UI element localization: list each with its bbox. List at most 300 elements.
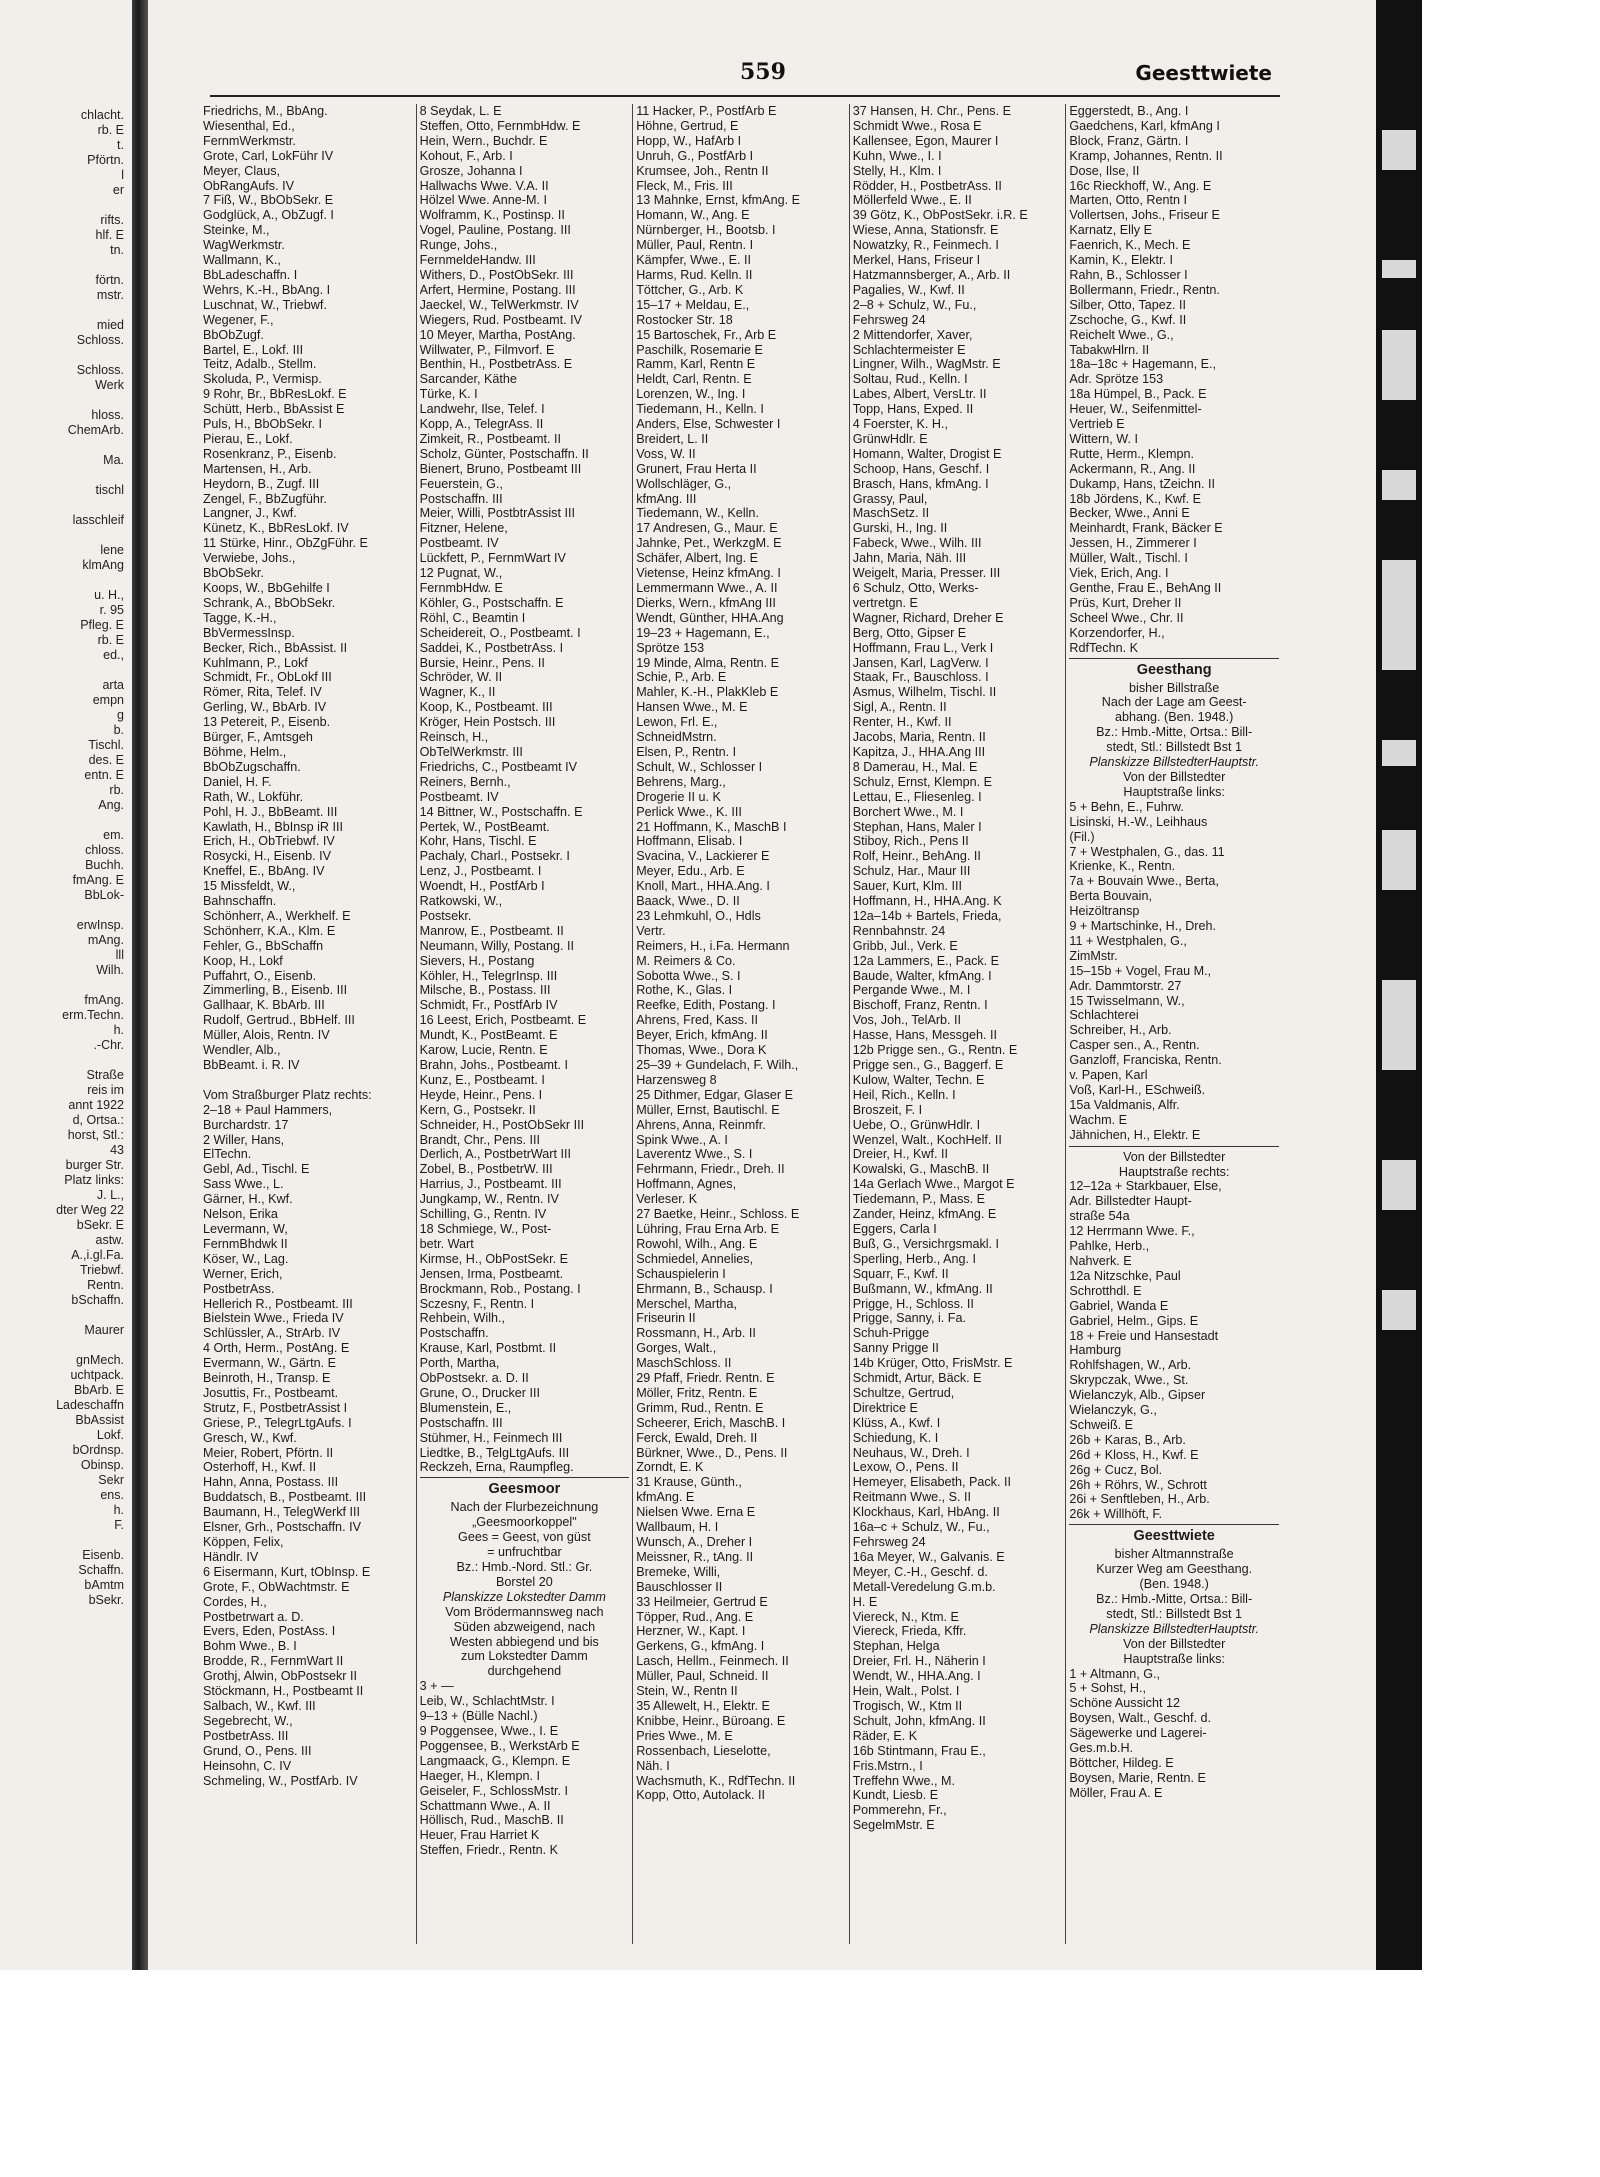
resident-entry: Poggensee, B., WerkstArb E — [419, 1738, 580, 1753]
resident-entry: Wielanczyk, Alb., Gipser — [1069, 1388, 1206, 1403]
resident-entry: Händlr. IV — [203, 1549, 259, 1564]
resident-entry: Genthe, Frau E., BehAng II — [1069, 581, 1222, 595]
resident-entry: Voss, W. II — [636, 446, 696, 461]
resident-entry: 27 Baetke, Heinr., Schloss. E — [636, 1207, 800, 1222]
resident-entry: Elsen, P., Rentn. I — [636, 744, 737, 759]
resident-entry: 19 Minde, Alma, Rentn. E — [636, 655, 779, 670]
resident-entry: Wiese, Anna, Stationsfr. E — [852, 223, 999, 238]
resident-entry: 16a–c + Schulz, W., Fu., — [852, 1520, 990, 1535]
resident-entry: Soltau, Rud., Kelln. I — [852, 372, 968, 387]
fragment-line: ChemArb. — [67, 423, 124, 437]
fragment-line: bSekr. — [88, 1593, 124, 1607]
resident-entry: Schmidt, Artur, Bäck. E — [852, 1371, 982, 1386]
resident-entry: Skoluda, P., Vermisp. — [203, 372, 322, 387]
resident-entry: Schäfer, Albert, Ing. E — [636, 551, 758, 566]
resident-entry: Wachm. E — [1069, 1112, 1127, 1127]
resident-entry: 15–17 + Meldau, E., — [636, 297, 750, 312]
resident-entry: Wagner, K., II — [419, 685, 496, 700]
resident-entry: Hasse, Hans, Messgeh. II — [852, 1028, 997, 1043]
resident-entry: Heyde, Heinr., Pens. I — [419, 1087, 543, 1102]
fragment-line: lll — [115, 948, 124, 962]
resident-entry: Röhl, C., Beamtin I — [419, 610, 526, 625]
resident-entry: 13 Mahnke, Ernst, kfmAng. E — [636, 193, 800, 208]
resident-entry: Nürnberger, H., Bootsb. I — [636, 223, 776, 238]
resident-entry: Vietense, Heinz kfmAng. I — [636, 566, 781, 581]
resident-entry: Fehrmann, Friedr., Dreh. II — [636, 1162, 785, 1177]
fragment-line: Obinsp. — [80, 1458, 124, 1472]
resident-entry: Meyer, Claus, — [203, 163, 280, 178]
resident-entry: 23 Lehmkuhl, O., Hdls — [636, 908, 761, 923]
fragment-line: ed., — [103, 648, 124, 662]
resident-entry: Vertrieb E — [1069, 417, 1125, 432]
resident-entry: Müller, Walt., Tischl. I — [1069, 551, 1188, 566]
resident-entry: Eggers, Carla I — [852, 1221, 937, 1236]
fragment-line: annt 1922 — [68, 1098, 124, 1112]
fragment-line: Werk — [95, 378, 124, 392]
fragment-line: b. — [113, 723, 124, 737]
resident-entry: ZimMstr. — [1069, 948, 1118, 963]
resident-entry: 7a + Bouvain Wwe., Berta, — [1069, 874, 1219, 889]
resident-entry: 26d + Kloss, H., Kwf. E — [1069, 1447, 1199, 1462]
resident-entry: Nowatzky, R., Feinmech. I — [852, 238, 999, 253]
resident-entry: kfmAng. E — [636, 1490, 695, 1505]
resident-entry: 15a Valdmanis, Alfr. — [1069, 1097, 1180, 1112]
resident-entry: Stelly, H., Klm. I — [852, 163, 942, 178]
resident-entry: M. Reimers & Co. — [636, 953, 736, 968]
resident-entry: Köppen, Felix, — [203, 1535, 284, 1549]
fragment-line: reis im — [87, 1083, 124, 1097]
resident-entry: Kohout, F., Arb. I — [419, 148, 513, 163]
resident-entry: Kern, G., Postsekr. II — [419, 1102, 536, 1117]
resident-entry: Rohlfshagen, W., Arb. — [1069, 1358, 1192, 1373]
resident-entry: Svacina, V., Lackierer E — [636, 849, 770, 864]
resident-entry: Grund, O., Pens. III — [203, 1743, 312, 1758]
fragment-line: Schloss. — [76, 363, 124, 377]
fragment-line: rb. — [109, 783, 124, 797]
resident-entry: 15–15b + Vogel, Frau M., — [1069, 963, 1212, 978]
resident-entry: Lühring, Frau Erna Arb. E — [636, 1221, 779, 1236]
fragment-line: bOrdnsp. — [72, 1443, 124, 1457]
resident-entry: Martensen, H., Arb. — [203, 461, 312, 476]
resident-entry: 9 Rohr, Br., BbResLokf. E — [203, 387, 347, 402]
resident-entry: Schneider, H., PostObSekr III — [419, 1117, 585, 1132]
fragment-line: tn. — [110, 243, 124, 257]
resident-entry: H. E — [852, 1594, 878, 1609]
resident-entry: Tiedemann, W., Kelln. — [636, 506, 759, 521]
resident-entry: Arfert, Hermine, Postang. III — [419, 282, 576, 297]
resident-entry: Gerling, W., BbArb. IV — [203, 700, 327, 715]
resident-entry: Liedtke, B., TelgLtgAufs. III — [419, 1445, 570, 1460]
resident-entry: Adr. Dammtorstr. 27 — [1069, 978, 1182, 993]
resident-entry: Bursie, Heinr., Pens. II — [419, 655, 545, 670]
fragment-line: mAng. — [87, 933, 124, 947]
resident-entry: Beinroth, H., Transp. E — [203, 1371, 331, 1386]
resident-entry: Block, Franz, Gärtn. I — [1069, 133, 1189, 148]
resident-entry: Sass Wwe., L. — [203, 1177, 284, 1192]
resident-entry: Ahrens, Fred, Kass. II — [636, 1013, 758, 1028]
resident-entry: Rosycki, H., Eisenb. IV — [203, 849, 332, 864]
street-note: Hauptstraße links: — [1123, 1651, 1225, 1666]
resident-entry: 17 Andresen, G., Maur. E — [636, 521, 778, 536]
resident-entry: Schrank, A., BbObSekr. — [203, 595, 336, 610]
fragment-line: fmAng. E — [72, 873, 124, 887]
resident-entry: Stiboy, Rich., Pens II — [852, 834, 969, 849]
resident-entry: Grassy, Paul, — [852, 491, 928, 506]
resident-entry: Puls, H., BbObSekr. I — [203, 417, 322, 432]
resident-entry: 2 Mittendorfer, Xaver, — [852, 327, 973, 342]
resident-entry: Laverentz Wwe., S. I — [636, 1147, 753, 1162]
resident-entry: BbVermessInsp. — [203, 625, 295, 640]
street-note: Von der Billstedter — [1123, 769, 1226, 784]
resident-entry: Steffen, Otto, FernmbHdw. E — [419, 118, 581, 133]
resident-entry: Ackermann, R., Ang. II — [1069, 461, 1196, 476]
resident-entry: Vertr. — [636, 923, 666, 938]
resident-entry: Haeger, H., Klempn. I — [419, 1768, 540, 1783]
resident-entry: Schönherr, K.A., Klm. E — [203, 923, 336, 938]
resident-entry: Kuhlmann, P., Lokf — [203, 655, 308, 670]
resident-entry: 21 Hoffmann, K., MaschB I — [636, 819, 787, 834]
fragment-line: l — [121, 168, 124, 182]
resident-entry: 11 + Westphalen, G., — [1069, 933, 1187, 948]
resident-entry: Schmidt Wwe., Rosa E — [852, 118, 982, 133]
resident-entry: Rödder, H., PostbetrAss. II — [852, 178, 1002, 193]
resident-entry: Pierau, E., Lokf. — [203, 431, 293, 446]
section-rule — [1069, 1146, 1279, 1147]
resident-entry: Josuttis, Fr., Postbeamt. — [203, 1385, 339, 1400]
resident-entry: Buddatsch, B., Postbeamt. III — [203, 1490, 367, 1505]
resident-entry: Bischoff, Franz, Rentn. I — [852, 998, 988, 1013]
resident-entry: ObRangAufs. IV — [203, 178, 295, 193]
resident-entry: Grote, Carl, LokFühr IV — [203, 148, 334, 163]
resident-entry: 12a–14b + Bartels, Frieda, — [852, 908, 1002, 923]
resident-entry: Friedrichs, M., BbAng. — [203, 104, 328, 118]
resident-entry: Jähnichen, H., Elektr. E — [1069, 1127, 1201, 1142]
street-note: Süden abzweigend, nach — [453, 1619, 596, 1634]
resident-entry: Brodde, R., FernmWart II — [203, 1654, 344, 1669]
resident-entry: Grune, O., Drucker III — [419, 1385, 540, 1400]
resident-entry: Rennbahnstr. 24 — [852, 923, 946, 938]
resident-entry: Derlich, A., PostbetrWart III — [419, 1147, 571, 1162]
fragment-line — [0, 498, 128, 513]
fragment-line — [0, 978, 128, 993]
street-note: durchgehend — [487, 1664, 562, 1679]
resident-entry: Bahnschaffn. — [203, 894, 277, 909]
resident-entry: 8 Seydak, L. E — [419, 104, 502, 118]
resident-entry: 12 Herrmann Wwe. F., — [1069, 1224, 1195, 1239]
resident-entry: 31 Krause, Günth., — [636, 1475, 742, 1490]
resident-entry: Stein, W., Rentn II — [636, 1684, 738, 1699]
fragment-line — [0, 1053, 128, 1068]
resident-entry: 7 + Westphalen, G., das. 11 — [1069, 844, 1225, 859]
fragment-line — [0, 903, 128, 918]
resident-entry: Krienke, K., Rentn. — [1069, 859, 1176, 874]
resident-entry: Vos, Joh., TelArb. II — [852, 1013, 962, 1028]
resident-entry: Künetz, K., BbResLokf. IV — [203, 521, 349, 536]
resident-entry: Pertek, W., PostBeamt. — [419, 819, 550, 834]
resident-entry: Milsche, B., Postass. III — [419, 983, 551, 998]
resident-entry: 11 Hacker, P., PostfArb E — [636, 104, 777, 118]
resident-entry: Hansen Wwe., M. E — [636, 700, 748, 715]
resident-entry: 18a–18c + Hagemann, E., — [1069, 357, 1217, 372]
fragment-line: Straße — [86, 1068, 124, 1082]
street-note: bisher Billstraße — [1129, 680, 1220, 695]
fragment-line — [0, 663, 128, 678]
resident-entry: Staak, Fr., Bauschloss. I — [852, 670, 989, 685]
street-note: abhang. (Ben. 1948.) — [1115, 710, 1234, 725]
fragment-line: g — [117, 708, 124, 722]
resident-entry: Levermann, W, — [203, 1221, 288, 1236]
resident-entry: Rutte, Herm., Klempn. — [1069, 446, 1194, 461]
resident-entry: Leib, W., SchlachtMstr. I — [419, 1694, 555, 1709]
resident-entry: Evers, Eden, PostAss. I — [203, 1624, 336, 1639]
resident-entry: Schilling, G., Rentn. IV — [419, 1207, 547, 1222]
resident-entry: Brasch, Hans, kfmAng. I — [852, 476, 989, 491]
fragment-line: Platz links: — [64, 1173, 124, 1187]
resident-entry: Becker, Rich., BbAssist. II — [203, 640, 348, 655]
resident-entry: Kamin, K., Elektr. I — [1069, 253, 1173, 268]
resident-entry: MaschSetz. II — [852, 506, 930, 521]
resident-entry: 25 Dithmer, Edgar, Glaser E — [636, 1087, 793, 1102]
resident-entry: 26i + Senftleben, H., Arb. — [1069, 1492, 1210, 1507]
resident-entry: Lemmermann Wwe., A. II — [636, 581, 778, 595]
resident-entry: 1 + Altmann, G., — [1069, 1666, 1161, 1681]
resident-entry: Jansen, Karl, LagVerw. I — [852, 655, 989, 670]
col-3 — [633, 104, 850, 1944]
resident-entry: Meissner, R., tAng. II — [636, 1549, 754, 1564]
resident-entry: Wachsmuth, K., RdfTechn. II — [636, 1773, 796, 1788]
resident-entry: Römer, Rita, Telef. IV — [203, 685, 322, 700]
resident-entry: Unruh, G., PostfArb I — [636, 148, 754, 163]
resident-entry: Wollschläger, G., — [636, 476, 732, 491]
resident-entry: Thomas, Wwe., Dora K — [636, 1043, 767, 1058]
resident-entry: Becker, Wwe., Anni E — [1069, 506, 1190, 521]
fragment-line: mstr. — [96, 288, 124, 302]
resident-entry: Köser, W., Lag. — [203, 1251, 289, 1266]
resident-entry: Osterhoff, H., Kwf. II — [203, 1460, 317, 1475]
resident-entry: 10 Meyer, Martha, PostAng. — [419, 327, 576, 342]
resident-entry: Reitmann Wwe., S. II — [852, 1490, 972, 1505]
resident-entry: Schöne Aussicht 12 — [1069, 1696, 1180, 1711]
resident-entry: Tagge, K.-H., — [203, 610, 277, 625]
resident-entry: Hoffmann, Frau L., Verk I — [852, 640, 994, 655]
resident-entry: Viereck, N., Ktm. E — [852, 1609, 959, 1624]
resident-entry: Lettau, E., Fliesenleg. I — [852, 789, 982, 804]
fragment-line: BbLok- — [84, 888, 124, 902]
fragment-line: u. H., — [94, 588, 124, 602]
resident-entry: Zengel, F., BbZugführ. — [203, 491, 327, 506]
resident-entry: Rudolf, Gertrud., BbHelf. III — [203, 1013, 355, 1028]
resident-entry: Dreier, Frl. H., Näherin I — [852, 1654, 986, 1669]
resident-entry: Dose, Ilse, II — [1069, 163, 1140, 178]
resident-entry: 5 + Sohst, H., — [1069, 1681, 1147, 1696]
resident-entry: Friseurin II — [636, 1311, 696, 1326]
resident-entry: Langner, J., Kwf. — [203, 506, 297, 521]
fragment-line — [0, 258, 128, 273]
resident-entry: Reinsch, H., — [419, 730, 489, 745]
street-note: (Ben. 1948.) — [1139, 1577, 1209, 1592]
page-header — [210, 55, 1280, 97]
resident-entry: Burchardstr. 17 — [203, 1117, 289, 1132]
resident-entry: Weigelt, Maria, Presser. III — [852, 566, 1001, 581]
resident-entry: Schultze, Gertrud, — [852, 1385, 955, 1400]
resident-entry: Merschel, Martha, — [636, 1296, 737, 1311]
resident-entry: Vom Straßburger Platz rechts: — [203, 1087, 372, 1102]
resident-entry: Rostocker Str. 18 — [636, 312, 733, 327]
resident-entry: Porth, Martha, — [419, 1356, 500, 1371]
resident-entry: Fris.Mstrn., I — [852, 1758, 923, 1773]
resident-entry: Schönherr, A., Werkhelf. E — [203, 908, 351, 923]
fragment-line: dter Weg 22 — [56, 1203, 124, 1217]
resident-entry: Ahrens, Anna, Reinmfr. — [636, 1117, 766, 1132]
resident-entry: Scheidereit, O., Postbeamt. I — [419, 625, 581, 640]
resident-entry: WagWerkmstr. — [203, 238, 285, 253]
resident-entry: 12a Nitzschke, Paul — [1069, 1268, 1181, 1283]
resident-entry: Neumann, Willy, Postang. II — [419, 938, 575, 953]
resident-entry: Sczesny, F., Rentn. I — [419, 1296, 535, 1311]
fragment-line: bSekr. E — [76, 1218, 124, 1232]
resident-entry: RdfTechn. K — [1069, 640, 1138, 655]
resident-entry: Sägewerke und Lagerei- — [1069, 1726, 1207, 1741]
resident-entry: Schie, P., Arb. E — [636, 670, 727, 685]
resident-entry: Wagner, Richard, Dreher E — [852, 610, 1004, 625]
resident-entry: Wehrs, K.-H., BbAng. I — [203, 282, 331, 297]
resident-entry: Stephan, Hans, Maler I — [852, 819, 982, 834]
resident-entry: Postschaffn. III — [419, 1415, 503, 1430]
fragment-line: rifts. — [100, 213, 124, 227]
fragment-line: astw. — [95, 1233, 124, 1247]
resident-entry: Meyer, Edu., Arb. E — [636, 864, 745, 879]
resident-entry: Willwater, P., Filmvorf. E — [419, 342, 555, 357]
resident-entry: Klüss, A., Kwf. I — [852, 1415, 941, 1430]
resident-entry: straße 54a — [1069, 1209, 1130, 1224]
resident-entry: Grothj, Alwin, ObPostsekr II — [203, 1669, 357, 1684]
resident-entry: kfmAng. III — [636, 491, 697, 506]
resident-entry: Brahn, Johs., Postbeamt. I — [419, 1058, 568, 1072]
resident-entry: 18b Jördens, K., Kwf. E — [1069, 491, 1201, 506]
resident-entry: BbObZugf. — [203, 327, 264, 342]
fragment-line: des. E — [88, 753, 124, 767]
resident-entry: Lasch, Hellm., Feinmech. II — [636, 1654, 789, 1669]
fragment-line: Ma. — [103, 453, 124, 467]
resident-entry: Spink Wwe., A. I — [636, 1132, 728, 1147]
street-note: Nach der Flurbezeichnung — [450, 1500, 599, 1515]
previous-page-fragment — [0, 108, 128, 1958]
resident-entry: 35 Allewelt, H., Elektr. E — [636, 1698, 770, 1713]
resident-entry: Rowohl, Wilh., Ang. E — [636, 1236, 758, 1251]
resident-entry: 39 Götz, K., ObPostSekr. i.R. E — [852, 208, 1028, 223]
resident-entry: Gabriel, Helm., Gips. E — [1069, 1313, 1199, 1328]
resident-entry: Lenz, J., Postbeamt. I — [419, 864, 542, 879]
resident-entry: Rossmann, H., Arb. II — [636, 1326, 756, 1341]
col-1 — [200, 104, 417, 1944]
resident-entry: Manrow, E., Postbeamt. II — [419, 923, 564, 938]
resident-entry: Wendler, Alb., — [203, 1043, 281, 1058]
resident-entry: Heil, Rich., Kelln. I — [852, 1087, 956, 1102]
fragment-line — [0, 573, 128, 588]
resident-entry: Fehler, G., BbSchaffn — [203, 938, 324, 953]
resident-entry: Anders, Else, Schwester I — [636, 417, 781, 432]
resident-entry: Berta Bouvain, — [1069, 889, 1152, 904]
resident-entry: Prigge, Sanny, i. Fa. — [852, 1311, 966, 1326]
resident-entry: Korzendorfer, H., — [1069, 625, 1165, 640]
resident-entry: 33 Heilmeier, Gertrud E — [636, 1594, 768, 1609]
resident-entry: Reckzeh, Erna, Raumpfleg. — [419, 1460, 574, 1475]
resident-entry: Möller, Fritz, Rentn. E — [636, 1385, 758, 1400]
resident-entry: 14b Krüger, Otto, FrisMstr. E — [852, 1356, 1013, 1371]
resident-entry: Wendt, W., HHA.Ang. I — [852, 1669, 981, 1684]
resident-entry: Grote, F., ObWachtmstr. E — [203, 1579, 350, 1594]
resident-entry: Koop, K., Postbeamt. III — [419, 700, 553, 715]
resident-entry: Buß, G., Versichrgsmakl. I — [852, 1236, 1000, 1251]
resident-entry: Vollertsen, Johs., Friseur E — [1069, 208, 1220, 223]
resident-entry: Rothe, K., Glas. I — [636, 983, 733, 998]
resident-entry: 8 Damerau, H., Mal. E — [852, 759, 978, 774]
resident-entry: PostbetrAss. — [203, 1281, 275, 1296]
resident-entry: Metall-Veredelung G.m.b. — [852, 1579, 996, 1594]
resident-entry: Geiseler, F., SchlossMstr. I — [419, 1783, 568, 1798]
resident-entry: Schmidt, Fr., ObLokf III — [203, 670, 332, 685]
resident-entry: Zander, Heinz, kfmAng. E — [852, 1207, 997, 1222]
resident-entry: Langmaack, G., Klempn. E — [419, 1753, 571, 1768]
street-note: zum Lokstedter Damm — [461, 1649, 588, 1664]
resident-entry: Landwehr, Ilse, Telef. I — [419, 402, 545, 417]
resident-entry: 37 Hansen, H. Chr., Pens. E — [852, 104, 1011, 118]
resident-entry: Schuh-Prigge — [852, 1326, 930, 1341]
resident-entry: Uebe, O., GrünwHdlr. I — [852, 1117, 981, 1132]
street-note: Borstel 20 — [496, 1574, 553, 1589]
resident-entry: Casper sen., A., Rentn. — [1069, 1038, 1200, 1053]
resident-entry: Bienert, Bruno, Postbeamt III — [419, 461, 582, 476]
fragment-line: erm.Techn. — [62, 1008, 124, 1022]
resident-entry: 18a Hümpel, B., Pack. E — [1069, 387, 1207, 402]
resident-entry: 2–8 + Schulz, W., Fu., — [852, 297, 977, 312]
resident-entry: Boysen, Walt., Geschf. d. — [1069, 1711, 1211, 1726]
resident-entry: Müller, Alois, Rentn. IV — [203, 1028, 330, 1043]
resident-entry: Merkel, Hans, Friseur I — [852, 253, 981, 268]
resident-entry: 9 Poggensee, Wwe., I. E — [419, 1723, 559, 1738]
resident-entry: Lexow, O., Pens. II — [852, 1460, 959, 1475]
fragment-line: lasschleif — [72, 513, 124, 527]
resident-entry: Hein, Walt., Polst. I — [852, 1684, 960, 1699]
resident-entry: Skrypczak, Wwe., St. — [1069, 1373, 1189, 1388]
resident-entry: Runge, Johs., — [419, 238, 498, 253]
resident-entry: Lewon, Frl. E., — [636, 715, 718, 730]
resident-entry: Griese, P., TelegrLtgAufs. I — [203, 1415, 352, 1430]
resident-entry: Sanny Prigge II — [852, 1341, 939, 1356]
resident-entry: Ramm, Karl, Rentn E — [636, 357, 756, 372]
resident-entry: Marten, Otto, Rentn I — [1069, 193, 1187, 208]
fragment-line: empn — [92, 693, 124, 707]
resident-entry: Zimmerling, B., Eisenb. III — [203, 983, 348, 998]
fragment-line: t. — [117, 138, 124, 152]
resident-entry: Kapitza, J., HHA.Ang III — [852, 744, 986, 759]
resident-entry: Töpper, Rud., Ang. E — [636, 1609, 754, 1624]
fragment-line: BbAssist — [75, 1413, 124, 1427]
resident-entry: Mahler, K.-H., PlakKleb E — [636, 685, 779, 700]
resident-entry: Zimkeit, R., Postbeamt. II — [419, 431, 561, 446]
resident-entry: Stühmer, H., Feinmech III — [419, 1430, 563, 1445]
resident-entry: Hein, Wern., Buchdr. E — [419, 133, 548, 148]
resident-entry: 6 Eisermann, Kurt, tObInsp. E — [203, 1564, 371, 1579]
resident-entry: Heuer, W., Seifenmittel- — [1069, 402, 1202, 417]
resident-entry: Hellerich R., Postbeamt. III — [203, 1296, 353, 1311]
street-note: = unfruchtbar — [487, 1545, 562, 1560]
resident-entry: Erich, H., ObTriebwf. IV — [203, 834, 335, 849]
resident-entry: ElTechn. — [203, 1147, 252, 1162]
resident-entry: 26b + Karas, B., Arb. — [1069, 1432, 1186, 1447]
fragment-line: Tischl. — [88, 738, 124, 752]
resident-entry: Voß, Karl-H., ESchweiß. — [1069, 1083, 1206, 1097]
